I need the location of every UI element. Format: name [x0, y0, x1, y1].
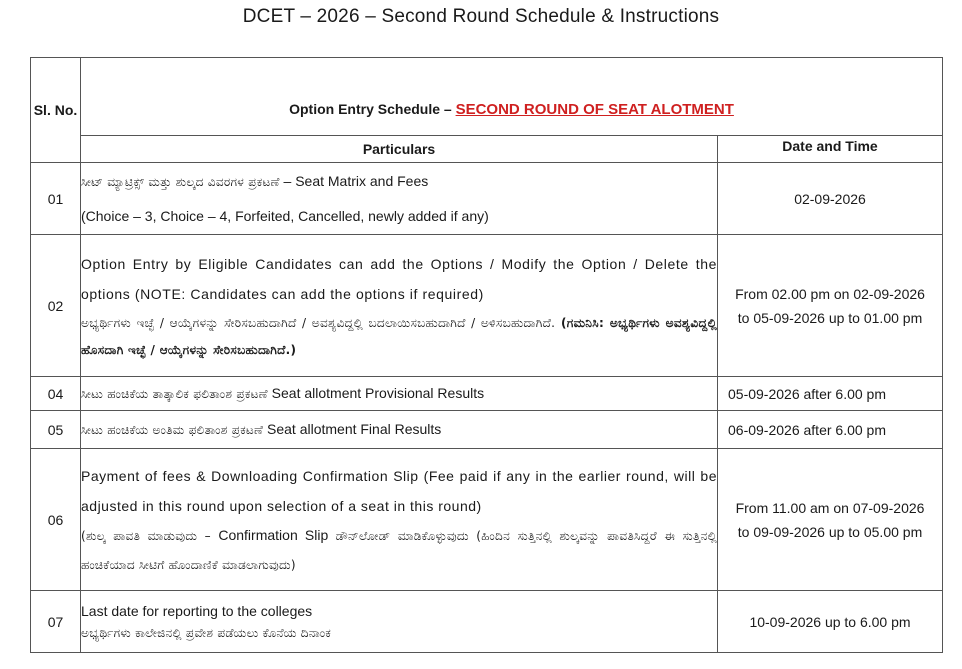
row-particulars	[81, 411, 718, 449]
schedule-table	[30, 57, 943, 653]
row-sl: 02	[31, 235, 81, 377]
kannada-text: ಡೌನ್‌ಲೋಡ್ ಮಾಡಿಕೊಳ್ಳುವುದು (ಹಿಂದಿನ ಸುತ್ತಿನಲ್ಲಿ ಶುಲ್ಕವನ್ನು ಪಾವತಿಸಿದ್ದರೆ ಈ ಸುತ್ತಿನಲ್ಲಿ ಹಂಚಿಕೆಯಾದ ಸೀಟಿಗೆ ಹೊಂದಾಣಿಕೆ ಮಾಡಲಾಗುವುದು)	[81, 528, 717, 572]
date-line: to 05-09-2026 up to 01.00 pm	[737, 309, 923, 326]
kannada-text: ಸೀಟು ಹಂಚಿಕೆಯ ಅಂತಿಮ ಫಲಿತಾಂಶ ಪ್ರಕಟಣೆ	[81, 423, 264, 437]
row-particulars-line	[81, 309, 717, 363]
date-line: From 02.00 pm on 02-09-2026	[735, 285, 925, 302]
row-date: 06-09-2026 after 6.00 pm	[718, 411, 943, 449]
row-particulars-line	[81, 521, 717, 579]
row-particulars-line	[81, 164, 717, 199]
row-sl: 04	[31, 377, 81, 411]
schedule-highlight: SECOND ROUND OF SEAT ALOTMENT	[455, 100, 734, 118]
row-date: 02-09-2026	[718, 163, 943, 235]
row-sl: 05	[31, 411, 81, 449]
english-text: Seat allotment Provisional Results	[267, 385, 485, 401]
table-row	[31, 235, 943, 377]
table-header-row	[31, 58, 943, 136]
schedule-header	[81, 58, 943, 136]
row-date: 05-09-2026 after 6.00 pm	[718, 377, 943, 411]
sl-no-header: Sl. No.	[31, 58, 81, 163]
kannada-note: (ಗಮನಿಸಿ: ಅಭ್ಯರ್ಥಿಗಳು ಅವಶ್ಯವಿದ್ದಲ್ಲಿ ಹೊಸದಾಗಿ ಇಚ್ಛೆ / ಆಯ್ಕೆಗಳನ್ನು ಸೇರಿಸಬಹುದಾಗಿದೆ.)	[81, 315, 717, 357]
english-text: Confirmation Slip	[218, 526, 329, 543]
row-date	[718, 449, 943, 591]
column-header-row	[31, 135, 943, 162]
row-date: 10-09-2026 up to 6.00 pm	[718, 591, 943, 653]
row-particulars-line: Option Entry by Eligible Candidates can add the Options / Modify the Option / Delete the options (NOTE: Candidates can add the options if required)	[81, 255, 717, 302]
table-row	[31, 411, 943, 449]
row-date	[718, 235, 943, 377]
row-particulars	[81, 235, 718, 377]
table-row	[31, 377, 943, 411]
particulars-header: Particulars	[81, 135, 718, 162]
row-sl: 06	[31, 449, 81, 591]
english-text: Seat allotment Final Results	[263, 421, 442, 437]
row-particulars	[81, 449, 718, 591]
row-sl: 07	[31, 591, 81, 653]
schedule-label: Option Entry Schedule –	[289, 100, 456, 117]
table-row	[31, 591, 943, 653]
kannada-text: ಅಭ್ಯರ್ಥಿಗಳು ಕಾಲೇಜಿನಲ್ಲಿ ಪ್ರವೇಶ ಪಡೆಯಲು ಕೊನೆಯ ದಿನಾಂಕ	[81, 625, 332, 640]
row-particulars-line: Last date for reporting to the colleges	[81, 602, 313, 619]
table-row	[31, 449, 943, 591]
table-row	[31, 163, 943, 235]
date-line: to 09-09-2026 up to 05.00 pm	[737, 523, 923, 540]
row-particulars	[81, 377, 718, 411]
page-title: DCET – 2026 – Second Round Schedule & Instructions	[242, 6, 720, 27]
kannada-text: ಅಭ್ಯರ್ಥಿಗಳು ಇಚ್ಛೆ / ಆಯ್ಕೆಗಳನ್ನು ಸೇರಿಸಬಹುದಾಗಿದೆ / ಅವಶ್ಯವಿದ್ದಲ್ಲಿ ಬದಲಾಯಿಸಬಹುದಾಗಿದೆ / ಅಳಿಸಬಹುದಾಗಿದೆ.	[81, 315, 556, 330]
row-particulars-line: Payment of fees & Downloading Confirmation Slip (Fee paid if any in the earlier round, will be adjusted in this round upon selection of a seat in this round)	[81, 467, 717, 514]
date-time-header: Date and Time	[718, 135, 943, 162]
kannada-text: ಸೀಟು ಹಂಚಿಕೆಯ ತಾತ್ಕಾಲಿಕ ಫಲಿತಾಂಶ ಪ್ರಕಟಣೆ	[81, 387, 268, 401]
date-line: From 11.00 am on 07-09-2026	[735, 499, 925, 516]
english-text: – Seat Matrix and Fees	[279, 173, 429, 189]
kannada-text: ಸೀಟ್ ಮ್ಯಾಟ್ರಿಕ್ಸ್ ಮತ್ತು ಶುಲ್ಕದ ವಿವರಗಳ ಪ್ರಕಟಣೆ	[81, 175, 280, 189]
row-particulars	[81, 163, 718, 235]
row-particulars	[81, 591, 718, 653]
row-sl: 01	[31, 163, 81, 235]
kannada-text: (ಶುಲ್ಕ ಪಾವತಿ ಮಾಡುವುದು –	[81, 528, 219, 543]
row-particulars-line: (Choice – 3, Choice – 4, Forfeited, Cancelled, newly added if any)	[81, 208, 489, 224]
